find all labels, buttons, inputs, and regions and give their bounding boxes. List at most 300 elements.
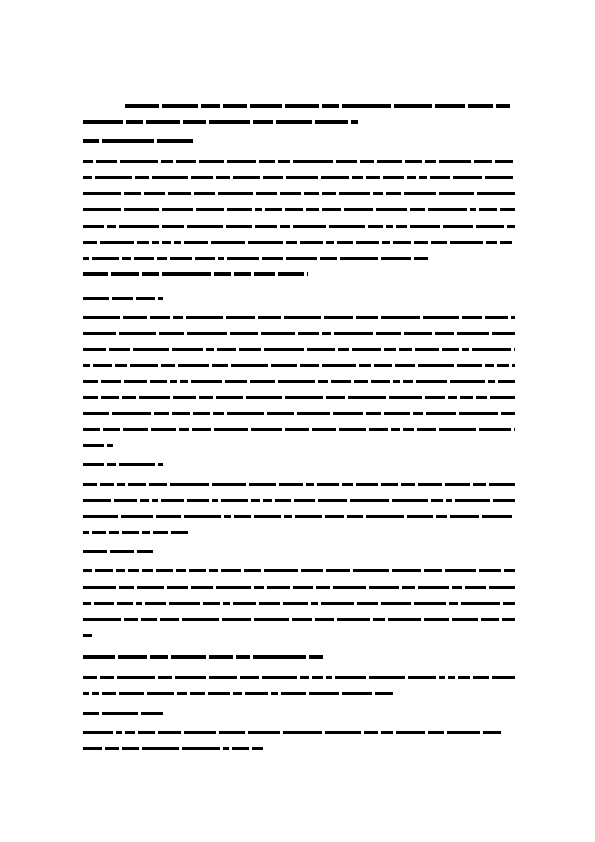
text-word-block (326, 569, 350, 572)
text-word-block (137, 550, 153, 553)
text-word-block (162, 208, 193, 211)
text-word-block (300, 241, 323, 244)
text-word-block (416, 380, 447, 383)
text-word-block (248, 731, 280, 734)
text-word-block (418, 586, 449, 589)
text-word-block (83, 192, 121, 195)
text-word-block (285, 104, 319, 108)
text-word-block (168, 192, 191, 195)
text-word-block (483, 731, 501, 734)
text-word-block (396, 225, 407, 228)
text-word-block (353, 569, 389, 572)
text-word-block (92, 692, 99, 695)
text-word-block (373, 618, 385, 621)
para-4-line-5 (83, 633, 95, 637)
text-word-block (350, 499, 389, 502)
text-word-block (130, 364, 158, 367)
text-word-block (144, 192, 165, 195)
text-word-block (307, 272, 308, 276)
para-2-line-2 (83, 331, 515, 335)
text-word-block (196, 208, 224, 211)
text-word-block (83, 160, 93, 163)
text-word-block (511, 316, 515, 319)
text-word-block (227, 208, 252, 211)
text-word-block (264, 569, 298, 572)
para-2-line-8 (83, 427, 515, 431)
text-word-block (294, 499, 315, 502)
text-word-block (369, 428, 388, 431)
text-word-block (415, 348, 439, 351)
text-word-block (191, 380, 222, 383)
text-word-block (285, 428, 309, 431)
text-word-block (271, 364, 297, 367)
text-word-block (286, 241, 297, 244)
para-2-line-4 (83, 363, 515, 367)
text-word-block (473, 483, 486, 486)
text-word-block (435, 332, 454, 335)
text-word-block (392, 569, 421, 572)
text-word-block (263, 499, 272, 502)
text-word-block (195, 257, 215, 260)
text-word-block (376, 332, 401, 335)
text-word-block (123, 428, 148, 431)
text-word-block (473, 676, 489, 679)
para-1-line-7 (83, 256, 428, 260)
subheading-4 (83, 711, 163, 715)
text-word-block (445, 483, 470, 486)
text-word-block (158, 676, 172, 679)
text-word-block (283, 731, 322, 734)
text-word-block (83, 348, 106, 351)
text-word-block (453, 176, 482, 179)
subheading-1 (83, 296, 163, 300)
text-word-block (123, 316, 147, 319)
text-word-block (191, 586, 213, 589)
text-word-block (96, 160, 117, 163)
text-word-block (154, 412, 169, 415)
para-2-line-9 (83, 443, 113, 447)
text-word-block (280, 192, 301, 195)
text-word-block (417, 428, 436, 431)
text-word-block (278, 380, 315, 383)
text-word-block (312, 428, 336, 431)
text-word-block (514, 348, 515, 351)
text-word-block (507, 225, 515, 228)
text-word-block (162, 272, 211, 276)
para-5-line-1 (83, 675, 515, 679)
text-word-block (206, 348, 214, 351)
text-word-block (83, 139, 99, 143)
text-word-block (448, 396, 457, 399)
para-2-line-5 (83, 379, 515, 383)
text-word-block (152, 499, 158, 502)
text-word-block (158, 731, 181, 734)
text-word-block (83, 499, 111, 502)
text-word-block (199, 396, 213, 399)
text-word-block (225, 380, 247, 383)
text-word-block (450, 515, 479, 518)
text-word-block (92, 531, 106, 534)
text-word-block (495, 160, 513, 163)
text-word-block (209, 569, 218, 572)
text-word-block (83, 712, 99, 715)
text-word-block (279, 483, 303, 486)
text-word-block (83, 655, 115, 659)
text-word-block (233, 692, 242, 695)
text-word-block (95, 176, 132, 179)
text-word-block (116, 569, 125, 572)
text-word-block (423, 316, 459, 319)
text-word-block (105, 747, 119, 750)
text-word-block (384, 412, 410, 415)
text-word-block (173, 396, 196, 399)
text-word-block (161, 499, 184, 502)
text-word-block (124, 192, 141, 195)
text-word-block (376, 208, 407, 211)
text-word-block (115, 364, 127, 367)
text-word-block (407, 176, 416, 179)
text-word-block (392, 499, 428, 502)
text-word-block (119, 692, 144, 695)
text-word-block (102, 712, 138, 715)
text-word-block (496, 104, 510, 108)
text-word-block (234, 515, 251, 518)
text-word-block (107, 463, 116, 466)
text-word-block (174, 241, 181, 244)
text-word-block (182, 747, 220, 750)
text-word-block (216, 586, 251, 589)
text-word-block (142, 531, 150, 534)
text-word-block (418, 364, 454, 367)
text-word-block (153, 531, 168, 534)
text-word-block (460, 396, 473, 399)
text-word-block (147, 692, 174, 695)
para-3-line-3 (83, 514, 515, 518)
text-word-block (490, 396, 515, 399)
section-heading-1 (83, 139, 193, 143)
text-word-block (83, 176, 92, 179)
text-word-block (476, 225, 504, 228)
text-word-block (414, 257, 428, 260)
text-word-block (329, 225, 365, 228)
text-word-block (489, 586, 515, 589)
text-word-block (83, 618, 121, 621)
text-word-block (182, 618, 219, 621)
text-word-block (100, 241, 134, 244)
text-word-block (325, 515, 344, 518)
text-word-block (121, 515, 153, 518)
text-word-block (331, 380, 351, 383)
text-word-block (339, 192, 370, 195)
text-word-block (306, 208, 319, 211)
text-word-block (246, 396, 282, 399)
text-word-block (162, 104, 198, 108)
text-word-block (360, 160, 374, 163)
text-word-block (309, 655, 323, 659)
subheading-2 (83, 462, 163, 466)
text-word-block (498, 380, 515, 383)
text-word-block (83, 731, 113, 734)
text-word-block (381, 602, 411, 605)
text-word-block (93, 364, 112, 367)
text-word-block (301, 569, 323, 572)
text-word-block (275, 499, 291, 502)
text-word-block (468, 104, 493, 108)
text-word-block (439, 192, 474, 195)
text-word-block (83, 692, 89, 695)
text-word-block (263, 176, 283, 179)
text-word-block (83, 316, 120, 319)
text-word-block (230, 332, 258, 335)
text-word-block (366, 515, 404, 518)
text-word-block (212, 499, 218, 502)
text-word-block (425, 396, 445, 399)
text-word-block (285, 396, 323, 399)
para-2-line-3 (83, 347, 515, 351)
text-word-block (284, 515, 292, 518)
text-word-block (233, 602, 256, 605)
text-word-block (318, 499, 347, 502)
title-line-1 (125, 104, 510, 108)
text-word-block (83, 483, 97, 486)
text-word-block (297, 412, 330, 415)
text-word-block (234, 272, 251, 276)
text-word-block (199, 160, 224, 163)
text-word-block (107, 444, 113, 447)
text-word-block (374, 364, 392, 367)
text-word-block (425, 160, 436, 163)
text-word-block (452, 586, 462, 589)
text-word-block (102, 692, 116, 695)
text-word-block (83, 225, 104, 228)
text-word-block (117, 676, 155, 679)
text-word-block (137, 241, 149, 244)
text-word-block (430, 176, 450, 179)
text-word-block (393, 380, 400, 383)
text-word-block (219, 731, 245, 734)
text-word-block (404, 332, 432, 335)
text-word-block (109, 348, 130, 351)
text-word-block (176, 569, 186, 572)
text-word-block (136, 602, 142, 605)
text-word-block (227, 160, 256, 163)
text-word-block (259, 160, 275, 163)
text-word-block (457, 332, 489, 335)
text-word-block (479, 208, 497, 211)
text-word-block (259, 602, 280, 605)
text-word-block (128, 483, 146, 486)
text-word-block (312, 676, 323, 679)
text-word-block (344, 208, 373, 211)
text-word-block (418, 483, 442, 486)
text-word-block (226, 316, 255, 319)
text-word-block (223, 602, 230, 605)
text-word-block (175, 676, 206, 679)
text-word-block (232, 747, 249, 750)
text-word-block (156, 569, 173, 572)
text-word-block (391, 428, 400, 431)
text-word-block (342, 104, 391, 108)
text-word-block (173, 316, 183, 319)
text-word-block (156, 515, 181, 518)
text-word-block (251, 428, 282, 431)
para-1-line-2 (83, 175, 515, 179)
text-word-block (443, 225, 473, 228)
text-word-block (201, 104, 220, 108)
text-word-block (214, 428, 248, 431)
text-word-block (95, 569, 113, 572)
text-word-block (394, 104, 432, 108)
text-word-block (340, 257, 378, 260)
section-heading-2 (83, 272, 308, 276)
text-word-block (457, 364, 482, 367)
text-word-block (405, 160, 422, 163)
text-word-block (126, 120, 143, 124)
text-word-block (486, 241, 497, 244)
text-word-block (322, 104, 339, 108)
subheading-3 (83, 549, 153, 553)
text-word-block (359, 364, 371, 367)
text-word-block (435, 104, 465, 108)
text-word-block (300, 676, 309, 679)
text-word-block (338, 348, 349, 351)
text-word-block (477, 192, 515, 195)
text-word-block (255, 225, 277, 228)
text-word-block (150, 380, 167, 383)
text-word-block (117, 483, 125, 486)
text-word-block (83, 586, 116, 589)
text-word-block (102, 139, 154, 143)
text-word-block (293, 225, 326, 228)
text-word-block (393, 241, 411, 244)
text-word-block (117, 602, 133, 605)
text-word-block (264, 348, 304, 351)
text-word-block (122, 257, 131, 260)
text-word-block (192, 428, 211, 431)
text-word-block (388, 618, 421, 621)
text-word-block (167, 586, 188, 589)
text-word-block (250, 380, 275, 383)
title-line-2 (83, 120, 358, 124)
text-word-block (403, 380, 413, 383)
text-word-block (250, 104, 282, 108)
para-6-line-1 (83, 730, 503, 734)
text-word-block (465, 586, 486, 589)
text-word-block (190, 692, 205, 695)
text-word-block (189, 569, 206, 572)
text-word-block (339, 428, 366, 431)
text-word-block (322, 192, 336, 195)
text-word-block (83, 515, 118, 518)
text-word-block (194, 192, 215, 195)
text-word-block (157, 257, 167, 260)
text-word-block (261, 332, 295, 335)
text-word-block (281, 692, 306, 695)
text-word-block (318, 380, 328, 383)
text-word-block (500, 208, 515, 211)
text-word-block (139, 396, 170, 399)
text-word-block (267, 412, 294, 415)
text-word-block (191, 176, 213, 179)
text-word-block (285, 208, 303, 211)
text-word-block (325, 731, 361, 734)
text-word-block (334, 332, 373, 335)
text-word-block (321, 176, 349, 179)
text-word-block (333, 586, 366, 589)
text-word-block (476, 396, 487, 399)
text-word-block (160, 618, 179, 621)
text-word-block (381, 731, 393, 734)
text-word-block (342, 692, 372, 695)
text-word-block (369, 586, 399, 589)
text-word-block (366, 176, 380, 179)
text-word-block (342, 483, 353, 486)
text-word-block (348, 396, 386, 399)
text-word-block (187, 225, 223, 228)
para-3-line-1 (83, 482, 515, 486)
text-word-block (150, 655, 168, 659)
para-1-line-5 (83, 224, 515, 228)
text-word-block (170, 380, 177, 383)
text-word-block (253, 120, 273, 124)
text-word-block (452, 618, 478, 621)
text-word-block (142, 272, 159, 276)
text-word-block (307, 348, 335, 351)
text-word-block (375, 692, 393, 695)
text-word-block (424, 569, 442, 572)
text-word-block (161, 160, 173, 163)
text-word-block (151, 428, 176, 431)
text-word-block (335, 676, 366, 679)
text-word-block (122, 396, 136, 399)
text-word-block (203, 602, 220, 605)
text-word-block (482, 515, 512, 518)
text-word-block (221, 499, 248, 502)
text-word-block (162, 241, 171, 244)
text-word-block (231, 364, 268, 367)
text-word-block (450, 241, 483, 244)
text-word-block (399, 348, 412, 351)
text-word-block (267, 586, 290, 589)
text-word-block (254, 586, 264, 589)
text-word-block (83, 428, 100, 431)
text-word-block (180, 380, 188, 383)
text-word-block (112, 412, 151, 415)
text-word-block (145, 602, 166, 605)
text-word-block (209, 120, 250, 124)
text-word-block (209, 676, 237, 679)
text-word-block (218, 257, 224, 260)
text-word-block (371, 380, 390, 383)
text-word-block (212, 483, 246, 486)
text-word-block (455, 499, 490, 502)
text-word-block (317, 483, 339, 486)
text-word-block (124, 208, 159, 211)
text-word-block (304, 192, 319, 195)
text-word-block (119, 463, 155, 466)
text-word-block (128, 569, 139, 572)
para-6-line-2 (83, 746, 263, 750)
text-word-block (322, 208, 341, 211)
text-word-block (83, 241, 97, 244)
para-4-line-2 (83, 585, 515, 589)
text-word-block (83, 463, 104, 466)
text-word-block (278, 272, 304, 276)
text-word-block (83, 272, 108, 276)
text-word-block (485, 176, 513, 179)
text-word-block (103, 428, 120, 431)
text-word-block (280, 225, 290, 228)
